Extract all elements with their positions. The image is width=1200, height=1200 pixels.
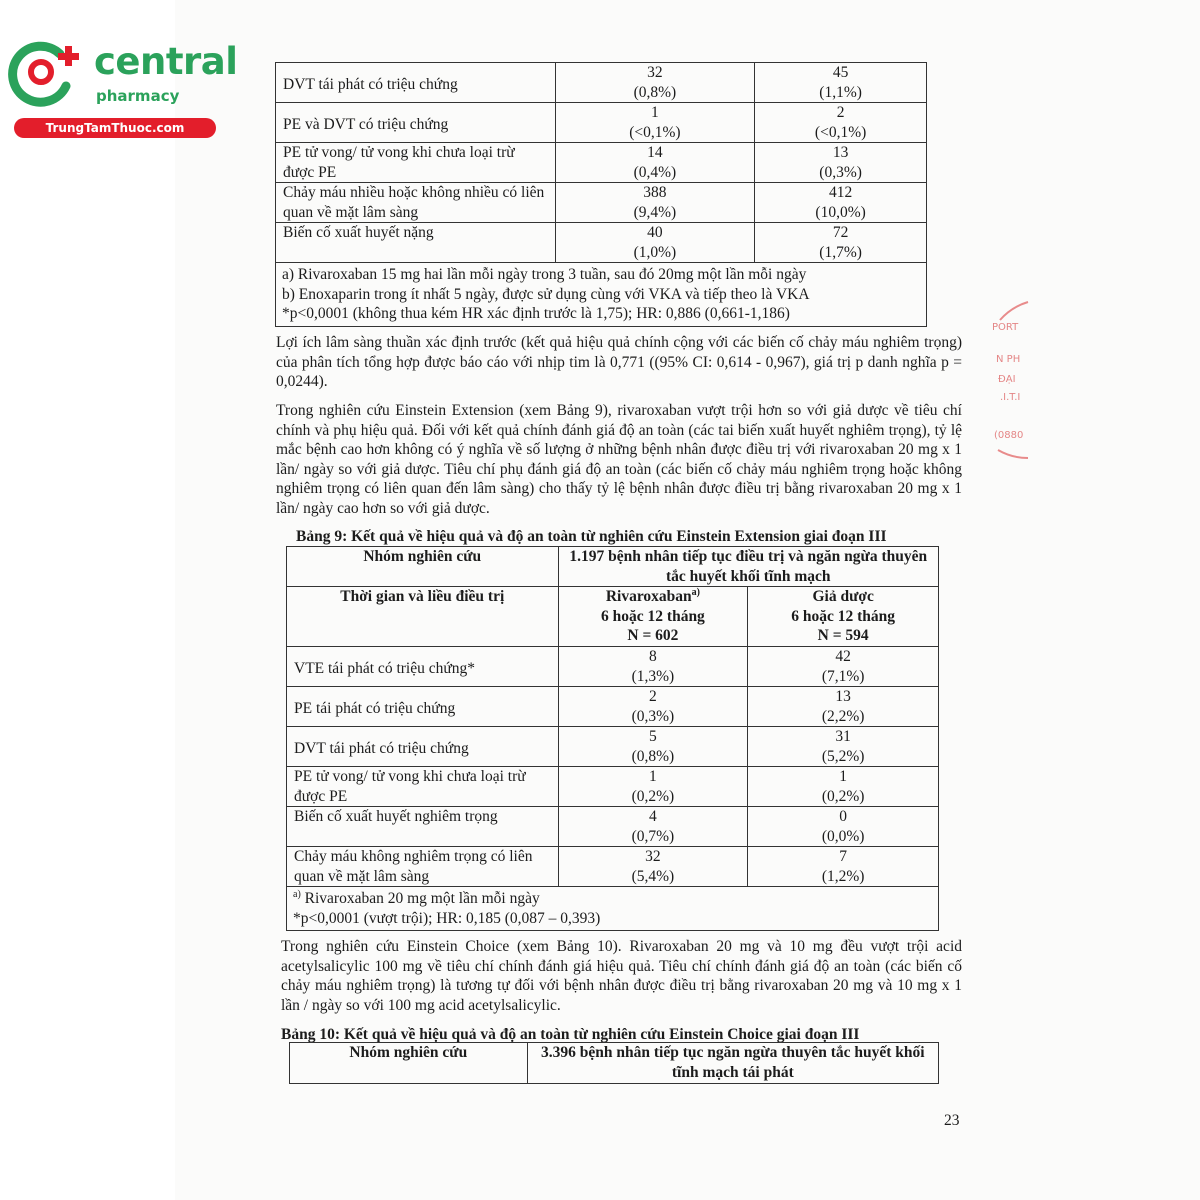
footnote: Rivaroxaban 20 mg một lần mỗi ngày xyxy=(300,890,540,907)
count-b: 42 xyxy=(835,648,851,665)
svg-text:ĐẠI: ĐẠI xyxy=(998,374,1016,385)
paragraph-net-clinical-benefit: Lợi ích lâm sàng thuần xác định trước (kết quả hiệu quả chính cộng với các biến cố chảy máu nghiêm trọng) của phân tích tổng hợp được báo cáo với nhịp tim là 0,771 ((95% CI: 0,614 - 0,967), giá trị p danh nghĩa p = 0,0244). xyxy=(276,334,962,390)
pharmacy-c-cross-icon xyxy=(8,36,88,108)
row-label: DVT tái phát có triệu chứng xyxy=(276,63,556,103)
time-dose-label: Thời gian và liều điều trị xyxy=(287,587,559,647)
pct-b: (5,2%) xyxy=(821,747,865,765)
table-9-caption: Bảng 9: Kết quả về hiệu quả và độ an toàn từ nghiên cứu Einstein Extension giai đoạn III xyxy=(296,528,887,545)
pct-b: (1,7%) xyxy=(819,243,862,261)
group-label: Nhóm nghiên cứu xyxy=(287,547,559,587)
group-label: Nhóm nghiên cứu xyxy=(290,1043,528,1084)
pct-a: (0,4%) xyxy=(633,163,677,181)
footnote: *p<0,0001 (vượt trội); HR: 0,185 (0,087 – 0,393) xyxy=(293,909,601,927)
row-label: Biến cố xuất huyết nghiêm trọng xyxy=(287,807,559,847)
count-a: 32 xyxy=(647,64,663,81)
left-margin xyxy=(0,0,175,1200)
footnote: a) Rivaroxaban 15 mg hai lần mỗi ngày trong 3 tuần, sau đó 20mg một lần mỗi ngày xyxy=(282,266,807,283)
col-a-sup: a) xyxy=(691,586,701,598)
count-a: 14 xyxy=(647,144,663,161)
count-b: 13 xyxy=(832,144,849,161)
count-a: 40 xyxy=(647,224,663,241)
table-header-row xyxy=(287,547,939,587)
pct-b: (10,0%) xyxy=(815,203,866,221)
pct-a: (0,3%) xyxy=(631,707,675,725)
table-row xyxy=(276,183,927,223)
logo-subtitle: pharmacy xyxy=(96,87,180,105)
count-a: 1 xyxy=(651,104,659,121)
table-row xyxy=(287,687,939,727)
count-b: 1 xyxy=(839,768,848,785)
pct-b: (0,0%) xyxy=(821,827,865,845)
table-notes-row xyxy=(276,263,927,327)
table-header-row xyxy=(290,1043,939,1084)
row-label: VTE tái phát có triệu chứng* xyxy=(287,647,559,687)
table-notes-row xyxy=(287,887,939,931)
stamp-fragment xyxy=(990,300,1030,460)
pct-a: (9,4%) xyxy=(633,203,677,221)
row-label: Biến cố xuất huyết nặng xyxy=(276,223,556,263)
row-label: PE tái phát có triệu chứng xyxy=(287,687,559,727)
row-label: PE tử vong/ tử vong khi chưa loại trừ được PE xyxy=(287,767,559,807)
table-header-row xyxy=(287,587,939,647)
row-label: DVT tái phát có triệu chứng xyxy=(287,727,559,767)
logo-url-badge: TrungTamThuoc.com xyxy=(14,118,216,138)
logo-wordmark: central xyxy=(94,40,238,83)
table-row xyxy=(287,727,939,767)
svg-text:(0880: (0880 xyxy=(994,430,1024,441)
row-label: Chảy máu nhiều hoặc không nhiều có liên quan về mặt lâm sàng xyxy=(276,183,556,223)
col-a-n: N = 602 xyxy=(627,627,679,644)
count-a: 4 xyxy=(649,808,657,825)
pct-a: (1,0%) xyxy=(633,243,677,261)
pct-a: (<0,1%) xyxy=(629,123,681,141)
col-b-n: N = 594 xyxy=(817,627,869,644)
central-pharmacy-logo xyxy=(8,36,238,136)
count-a: 2 xyxy=(649,688,657,705)
pct-a: (0,2%) xyxy=(631,787,675,805)
row-label: PE và DVT có triệu chứng xyxy=(276,103,556,143)
footnote: *p<0,0001 (không thua kém HR xác định trước là 1,75); HR: 0,886 (0,661-1,186) xyxy=(282,305,790,322)
count-a: 32 xyxy=(645,848,661,865)
paragraph-einstein-choice: Trong nghiên cứu Einstein Choice (xem Bảng 10). Rivaroxaban 20 mg và 10 mg đều vượt trội acid acetylsalicylic 100 mg về tiêu chí chính đánh giá hiệu quả. Tiêu chí chính đánh giá độ an toàn (các biến cố chảy máu nghiêm trọng) là tương tự đối với bệnh nhân được điều trị bằng rivaroxaban 20 mg và 10 mg x 1 lần / ngày so với 100 mg acid acetylsalicylic. xyxy=(281,938,962,1014)
pct-b: (<0,1%) xyxy=(814,123,867,141)
row-label: PE tử vong/ tử vong khi chưa loại trừ được PE xyxy=(276,143,556,183)
pct-a: (5,4%) xyxy=(631,867,675,885)
table-row xyxy=(287,847,939,887)
pct-b: (0,2%) xyxy=(821,787,865,805)
footnote-marker: a) xyxy=(293,888,301,900)
pct-a: (1,3%) xyxy=(631,667,675,685)
table-9 xyxy=(286,546,939,931)
count-b: 2 xyxy=(836,104,845,121)
paragraph-einstein-extension: Trong nghiên cứu Einstein Extension (xem Bảng 9), rivaroxaban vượt trội hơn so với giả dược về tiêu chí chính và phụ hiệu quả. Đối với kết quả chính đánh giá độ an toàn (các tai biến xuất huyết nghiêm trọng), tỷ lệ mắc bệnh cao hơn không có ý nghĩa về số lượng ở những bệnh nhân được điều trị với rivaroxaban 20 mg x 1 lần/ ngày so với giả dược. Tiêu chí phụ đánh giá độ an toàn (các biến cố chảy máu nghiêm trọng hoặc không nghiêm trọng có liên quan đến lâm sàng) cho thấy tỷ lệ bệnh nhân được điều trị bằng rivaroxaban 20 mg x 1 lần/ ngày cao hơn so với giả dược. xyxy=(276,402,962,517)
table-row xyxy=(276,143,927,183)
svg-text:.I.T.I: .I.T.I xyxy=(1000,392,1021,403)
count-a: 8 xyxy=(649,648,657,665)
col-b-name: Giả dược xyxy=(812,588,874,605)
group-value: 3.396 bệnh nhân tiếp tục ngăn ngừa thuyên tắc huyết khối tĩnh mạch tái phát xyxy=(527,1043,938,1084)
table-8-continuation xyxy=(275,62,927,327)
page-number: 23 xyxy=(944,1112,960,1129)
pct-b: (7,1%) xyxy=(821,667,865,685)
count-b: 45 xyxy=(832,64,849,81)
pct-b: (2,2%) xyxy=(821,707,865,725)
table-row xyxy=(276,63,927,103)
pct-b: (1,1%) xyxy=(819,83,862,101)
table-row xyxy=(276,103,927,143)
footnote: b) Enoxaparin trong ít nhất 5 ngày, được sử dụng cùng với VKA và tiếp theo là VKA xyxy=(282,285,810,303)
table-row xyxy=(287,767,939,807)
table-10-caption: Bảng 10: Kết quả về hiệu quả và độ an toàn từ nghiên cứu Einstein Choice giai đoạn III xyxy=(281,1026,860,1043)
count-a: 388 xyxy=(643,184,667,201)
col-b-duration: 6 hoặc 12 tháng xyxy=(791,607,896,625)
count-b: 0 xyxy=(839,808,848,825)
svg-text:PORT: PORT xyxy=(992,322,1019,333)
table-row xyxy=(287,807,939,847)
table-10 xyxy=(289,1042,939,1084)
pct-b: (1,2%) xyxy=(821,867,865,885)
pct-a: (0,8%) xyxy=(633,83,677,101)
count-b: 13 xyxy=(835,688,851,705)
count-a: 5 xyxy=(649,728,657,745)
col-a-name: Rivaroxaban xyxy=(605,588,692,605)
count-b: 31 xyxy=(835,728,851,745)
count-b: 72 xyxy=(832,224,849,241)
pct-a: (0,8%) xyxy=(631,747,675,765)
pct-b: (0,3%) xyxy=(819,163,862,181)
table-row xyxy=(276,223,927,263)
count-b: 412 xyxy=(828,184,853,201)
col-a-duration: 6 hoặc 12 tháng xyxy=(601,607,705,625)
count-b: 7 xyxy=(839,848,848,865)
group-value: 1.197 bệnh nhân tiếp tục điều trị và ngăn ngừa thuyên tắc huyết khối tĩnh mạch xyxy=(558,547,938,587)
row-label: Chảy máu không nghiêm trọng có liên quan về mặt lâm sàng xyxy=(287,847,559,887)
svg-text:N PH: N PH xyxy=(996,354,1021,365)
table-row xyxy=(287,647,939,687)
pct-a: (0,7%) xyxy=(631,827,675,845)
count-a: 1 xyxy=(649,768,657,785)
